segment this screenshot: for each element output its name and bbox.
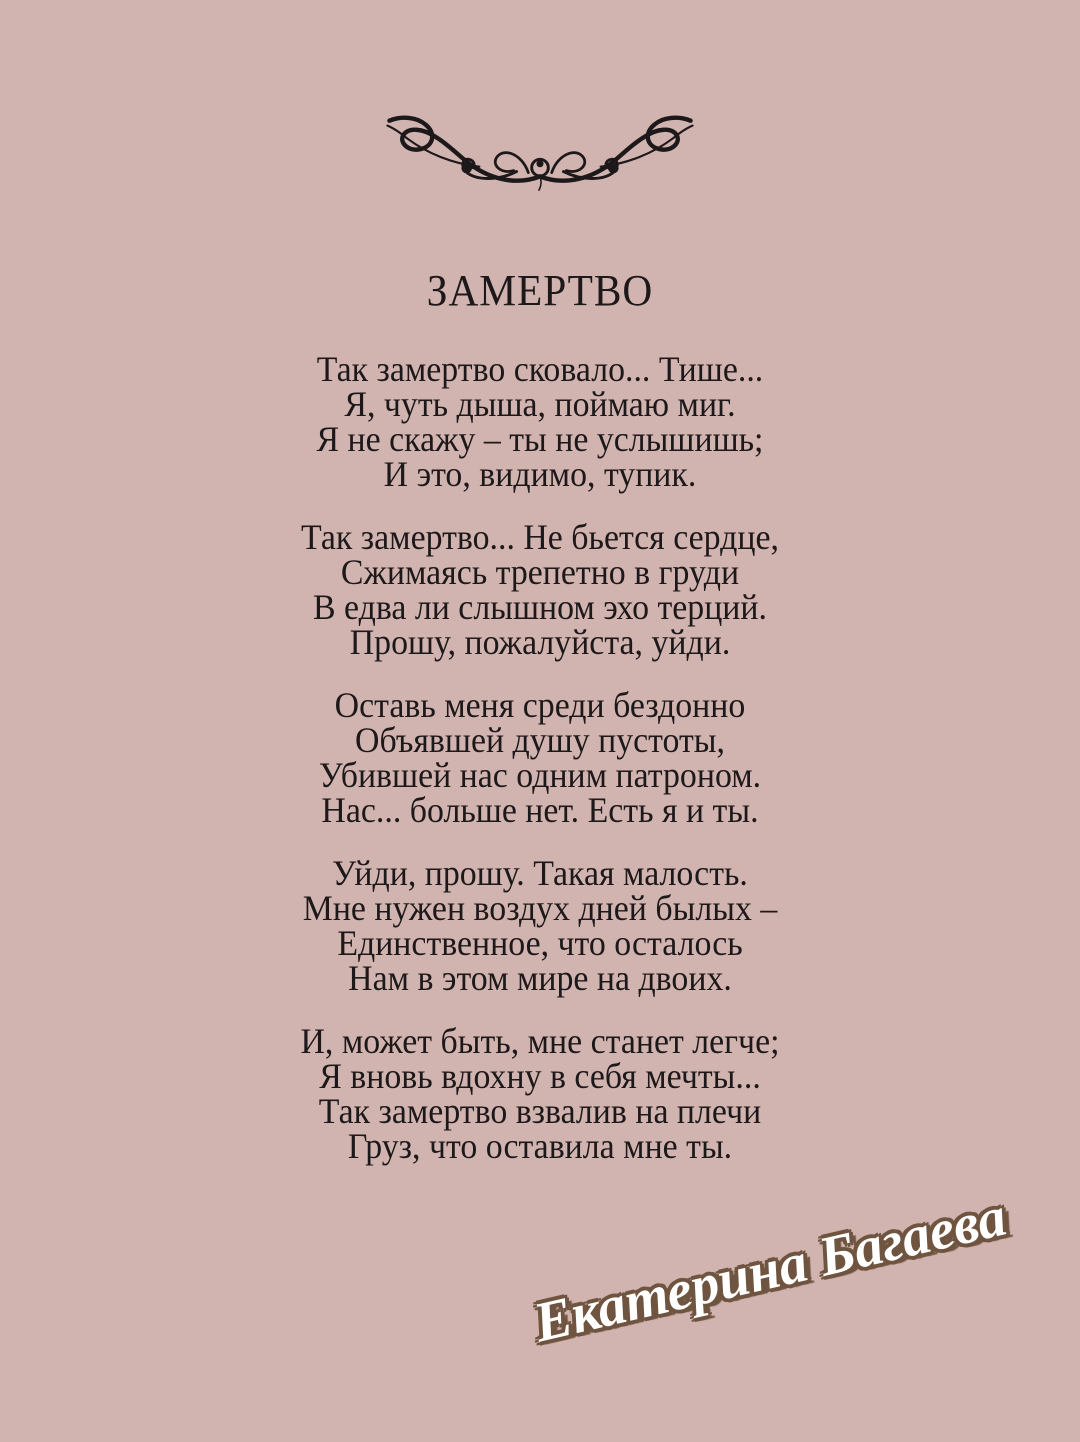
stanza-2 [32,517,1047,662]
poem-line: Так замертво... Не бьется сердце, [301,517,779,557]
poem-title: ЗАМЕРТВО [426,266,654,315]
poem-line: Единственное, что осталось [337,923,743,963]
calligraphic-flourish-icon [368,108,712,196]
poem-line: Прошу, пожалуйста, уйди. [349,622,731,662]
poem-line: И это, видимо, тупик. [383,454,697,494]
poem-line: Я, чуть дыша, поймаю миг. [344,384,736,424]
poem-line: Сжимаясь трепетно в груди [340,552,740,592]
poem-line: И, может быть, мне станет легче; [300,1021,780,1061]
author-signature: Екатерина Багаева [528,1185,1012,1355]
poem-line: Я не скажу – ты не услышишь; [316,419,764,459]
stanza-4 [32,853,1047,998]
poem-line: Я вновь вдохну в себя мечты... [319,1056,761,1096]
stanza-1 [32,349,1047,494]
poem-line: Объявшей душу пустоты, [355,720,725,760]
flourish-divider [368,108,712,196]
poem-line: Убившей нас одним патроном. [318,755,762,795]
poem-line: В едва ли слышном эхо терций. [313,587,767,627]
poem [32,268,1047,1164]
poem-line: Нам в этом мире на двоих. [348,958,732,998]
poem-line: Мне нужен воздух дней былых – [302,888,778,928]
poem-line: Оставь меня среди бездонно [334,685,746,725]
poem-line: Уйди, прошу. Такая малость. [332,853,748,893]
poem-line: Нас... больше нет. Есть я и ты. [321,790,759,830]
poem-line: Груз, что оставила мне ты. [347,1126,733,1166]
poem-line: Так замертво сковало... Тише... [316,349,764,389]
poem-line: Так замертво взвалив на плечи [318,1091,762,1131]
stanza-3 [32,685,1047,830]
